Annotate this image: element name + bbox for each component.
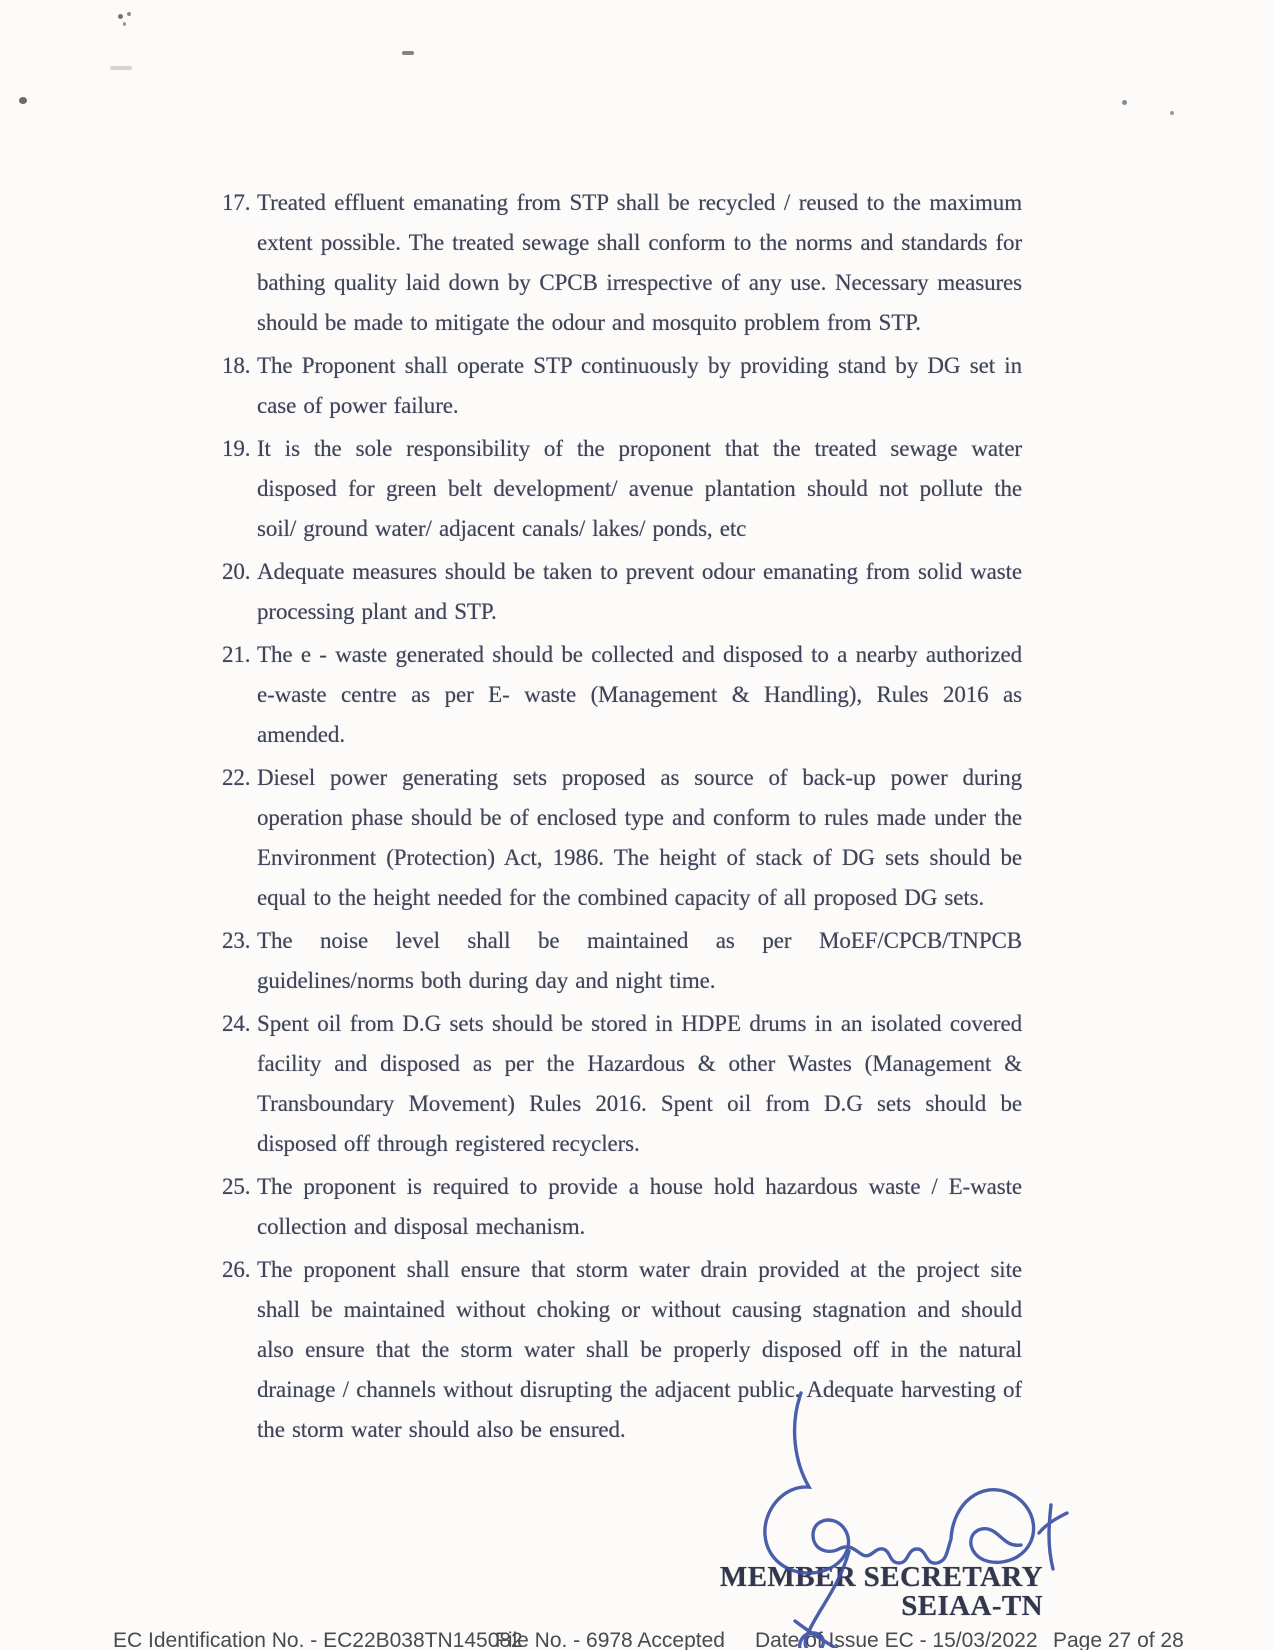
condition-text: Treated effluent emanating from STP shall be recycled / reused to the maximum extent possible. The treated sewage shall conform to the norms and standards for bathing quality laid down by CPCB irrespective of any use. Necessary measures should be made to mitigate the odour and mosquito problem from STP. bbox=[257, 190, 1022, 335]
condition-number: 23. bbox=[222, 928, 251, 953]
scan-artifact bbox=[19, 97, 27, 104]
signatory-organization: SEIAA-TN bbox=[901, 1590, 1043, 1622]
condition-number: 18. bbox=[222, 353, 251, 378]
handwritten-signature bbox=[755, 1383, 1075, 1648]
footer-date-of-issue: Date of Issue EC - 15/03/2022 bbox=[755, 1629, 1038, 1650]
condition-item-17 bbox=[222, 183, 1022, 343]
condition-text: Diesel power generating sets proposed as source of back-up power during operation phase should be of enclosed type and conform to rules made under the Environment (Protection) Act, 1986. The height of stack of DG sets should be equal to the height needed for the combined capacity of all proposed DG sets. bbox=[257, 765, 1022, 910]
condition-text: The e - waste generated should be collected and disposed to a nearby authorized e-waste centre as per E- waste (Management & Handling), Rules 2016 as amended. bbox=[257, 642, 1022, 747]
condition-number: 26. bbox=[222, 1257, 251, 1282]
scan-artifact bbox=[127, 12, 131, 16]
condition-item-21 bbox=[222, 635, 1022, 755]
condition-number: 20. bbox=[222, 559, 251, 584]
condition-text: The Proponent shall operate STP continuously by providing stand by DG set in case of power failure. bbox=[257, 353, 1022, 418]
condition-text: It is the sole responsibility of the proponent that the treated sewage water disposed for green belt development/ avenue plantation should not pollute the soil/ ground water/ adjacent canals/ lakes/ ponds, etc bbox=[257, 436, 1022, 541]
condition-number: 24. bbox=[222, 1011, 251, 1036]
condition-text: The proponent shall ensure that storm water drain provided at the project site shall be maintained without choking or without causing stagnation and should also ensure that the storm water shall be properly disposed off in the natural drainage / channels without disrupting the adjacent public. Adequate harvesting of the storm water should also be ensured. bbox=[257, 1257, 1022, 1442]
condition-number: 25. bbox=[222, 1174, 251, 1199]
scan-artifact bbox=[402, 51, 414, 55]
scan-artifact bbox=[1122, 100, 1127, 105]
footer-file-no: File No. - 6978 Accepted bbox=[495, 1629, 725, 1650]
scan-artifact bbox=[110, 66, 132, 70]
condition-item-19 bbox=[222, 429, 1022, 549]
condition-number: 17. bbox=[222, 190, 251, 215]
signatory-title: MEMBER SECRETARY bbox=[719, 1561, 1043, 1593]
condition-number: 19. bbox=[222, 436, 251, 461]
condition-number: 21. bbox=[222, 642, 251, 667]
condition-number: 22. bbox=[222, 765, 251, 790]
condition-text: The proponent is required to provide a house hold hazardous waste / E-waste collection and disposal mechanism. bbox=[257, 1174, 1022, 1239]
condition-item-20 bbox=[222, 552, 1022, 632]
footer-ec-identification: EC Identification No. - EC22B038TN145082 bbox=[113, 1629, 523, 1650]
scan-artifact bbox=[118, 14, 123, 19]
conditions-list bbox=[222, 183, 1022, 1453]
page-footer bbox=[0, 1629, 1275, 1650]
scan-artifact bbox=[123, 22, 126, 26]
condition-item-18 bbox=[222, 346, 1022, 426]
condition-text: Spent oil from D.G sets should be stored in HDPE drums in an isolated covered facility and disposed as per the Hazardous & other Wastes (Management & Transboundary Movement) Rules 2016. Spent oil from D.G sets should be disposed off through registered recyclers. bbox=[257, 1011, 1022, 1156]
condition-item-23 bbox=[222, 921, 1022, 1001]
condition-item-22 bbox=[222, 758, 1022, 918]
condition-text: Adequate measures should be taken to prevent odour emanating from solid waste processing plant and STP. bbox=[257, 559, 1022, 624]
scan-artifact bbox=[1170, 111, 1174, 115]
condition-item-25 bbox=[222, 1167, 1022, 1247]
condition-text: The noise level shall be maintained as per MoEF/CPCB/TNPCB guidelines/norms both during day and night time. bbox=[257, 928, 1022, 993]
condition-item-24 bbox=[222, 1004, 1022, 1164]
footer-page-info: Page 27 of 28 bbox=[1053, 1629, 1184, 1650]
